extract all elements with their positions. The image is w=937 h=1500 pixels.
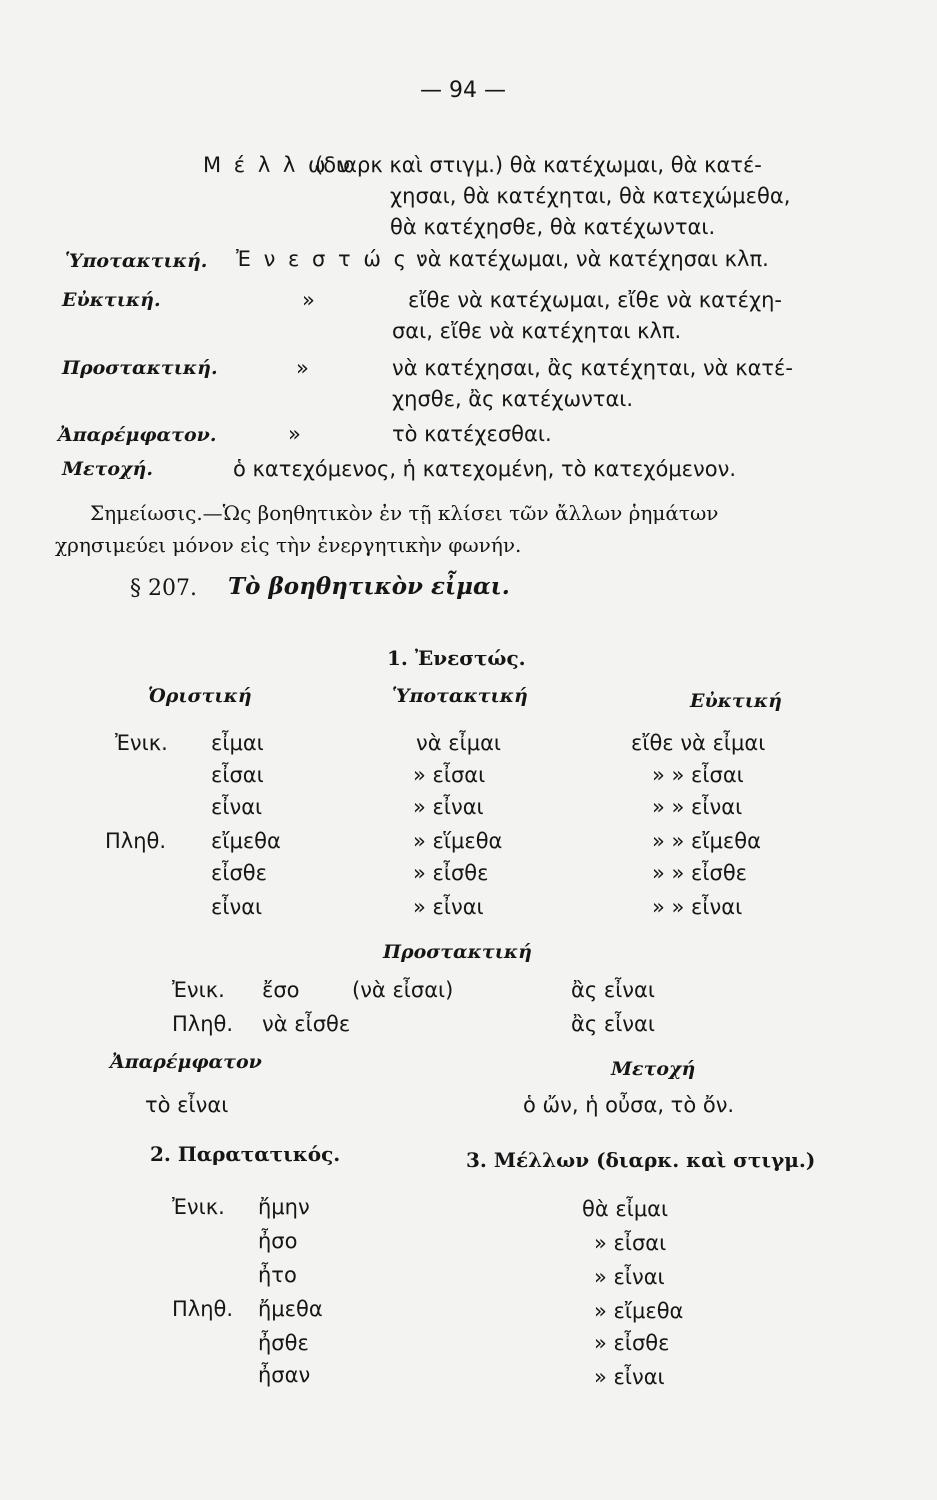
ypot-form: » εἵμεθα — [413, 829, 503, 853]
col-oristiki: Ὁριστική — [148, 685, 252, 707]
ypot-form: » εἶσαι — [413, 763, 486, 787]
euk-form: » » εἶσθε — [652, 861, 748, 885]
future-form: » εἶσαι — [594, 1231, 667, 1255]
future-form: θὰ εἶμαι — [582, 1197, 669, 1221]
imperfect-form: ἦτο — [258, 1263, 297, 1287]
euk-form: εἴθε νὰ εἶμαι — [631, 731, 766, 755]
imperfect-form: ἦσθε — [258, 1331, 309, 1355]
present-title: 1. Ἐνεστώς. — [387, 646, 526, 670]
col-ypotaktiki: Ὑποτακτική — [392, 685, 528, 707]
orist-form: εἶσθε — [211, 861, 267, 885]
mellon-text-3: θὰ κατέχησθε, θὰ κατέχωνται. — [390, 215, 716, 239]
metoxi-label: Μετοχή. — [62, 458, 153, 480]
imp-plith-label: Πληθ. — [172, 1012, 234, 1036]
infinitive-label: Ἀπαρέμφατον — [110, 1051, 262, 1073]
future-form: » εἶναι — [594, 1265, 665, 1289]
imperfect-title: 2. Παρατατικός. — [150, 1142, 341, 1166]
enestos-label: Ἐ ν ε σ τ ώ ς : — [236, 247, 429, 271]
future-title: 3. Μέλλων (διαρκ. καὶ στιγμ.) — [466, 1148, 816, 1172]
imp-form: ἔσο — [262, 978, 300, 1002]
mellon-text-2: χησαι, θὰ κατέχηται, θὰ κατεχώμεθα, — [390, 184, 791, 208]
ypot-form: » εἶναι — [413, 795, 484, 819]
ypot-form: » εἶσθε — [413, 861, 489, 885]
aparemfaton-text: τὸ κατέχεσθαι. — [392, 422, 552, 446]
future-form: » εἴμεθα — [594, 1299, 684, 1323]
note-line-1: Σημείωσις.—Ὡς βοηθητικὸν ἐν τῇ κλίσει τῶν ἄλλων ῥημάτων — [90, 501, 719, 525]
imp-form-3rd: ἂς εἶναι — [571, 978, 655, 1002]
orist-form: εἶμαι — [211, 731, 264, 755]
imperfect-enik-label: Ἐνικ. — [172, 1195, 225, 1219]
euk-form: » » εἶναι — [652, 895, 743, 919]
future-form: » εἶσθε — [594, 1331, 670, 1355]
enik-label: Ἐνικ. — [115, 731, 168, 755]
ditto-mark: » — [288, 422, 301, 446]
imperfect-plith-label: Πληθ. — [172, 1297, 234, 1321]
imperfect-form: ἦσο — [258, 1229, 298, 1253]
imperative-title: Προστακτική — [383, 941, 532, 963]
section-number: § 207. — [130, 576, 197, 601]
mellon-text-1: (διαρκ καὶ στιγμ.) θὰ κατέχωμαι, θὰ κατέ- — [315, 153, 762, 177]
prostaktiki-text-1: νὰ κατέχησαι, ἂς κατέχηται, νὰ κατέ- — [392, 356, 793, 380]
col-euktiki: Εὐκτική — [690, 690, 782, 712]
euk-form: » » εἶσαι — [652, 763, 744, 787]
orist-form: εἶναι — [211, 795, 263, 819]
infinitive-text: τὸ εἶναι — [145, 1093, 229, 1117]
prostaktiki-text-2: χησθε, ἂς κατέχωνται. — [392, 387, 634, 411]
euktiki-label: Εὐκτική. — [62, 289, 161, 311]
ditto-mark: » — [296, 356, 309, 380]
orist-form: εἴμεθα — [211, 829, 281, 853]
imp-form-3rd: ἂς εἶναι — [571, 1012, 655, 1036]
imp-enik-label: Ἐνικ. — [172, 978, 225, 1002]
imperfect-form: ἤμεθα — [258, 1297, 323, 1321]
mellon-label: Μ έ λ λ ω ν — [203, 153, 354, 177]
euktiki-text-2: σαι, εἴθε νὰ κατέχηται κλπ. — [392, 319, 682, 343]
future-form: » εἶναι — [594, 1365, 665, 1389]
metoxi-text: ὁ κατεχόμενος, ἡ κατεχομένη, τὸ κατεχόμενον. — [233, 457, 737, 481]
ditto-mark: » — [302, 288, 315, 312]
euktiki-text-1: εἴθε νὰ κατέχωμαι, εἴθε νὰ κατέχη- — [408, 288, 782, 312]
participle-text: ὁ ὤν, ἡ οὖσα, τὸ ὄν. — [523, 1093, 735, 1117]
imperfect-form: ἤμην — [258, 1195, 310, 1219]
participle-label: Μετοχή — [611, 1058, 696, 1080]
note-line-2: χρησιμεύει μόνον εἰς τὴν ἐνεργητικὴν φωνήν. — [55, 533, 522, 557]
orist-form: εἶναι — [211, 895, 263, 919]
euk-form: » » εἶναι — [652, 795, 743, 819]
prostaktiki-label: Προστακτική. — [62, 357, 218, 379]
aparemfaton-label: Ἀπαρέμφατον. — [58, 424, 217, 446]
ypotaktiki-label: Ὑποτακτική. — [65, 250, 208, 272]
euk-form: » » εἴμεθα — [652, 829, 761, 853]
imperfect-form: ἦσαν — [258, 1363, 311, 1387]
imp-form-alt: (νὰ εἶσαι) — [352, 978, 454, 1002]
page-number: — 94 — — [420, 78, 506, 103]
plith-label: Πληθ. — [105, 829, 167, 853]
ypot-form: νὰ εἶμαι — [416, 731, 502, 755]
imp-form: νὰ εἶσθε — [262, 1012, 351, 1036]
ypotaktiki-text: νὰ κατέχωμαι, νὰ κατέχησαι κλπ. — [416, 247, 769, 271]
orist-form: εἶσαι — [211, 763, 264, 787]
ypot-form: » εἶναι — [413, 895, 484, 919]
section-title: Τὸ βοηθητικὸν εἶμαι. — [228, 573, 510, 600]
